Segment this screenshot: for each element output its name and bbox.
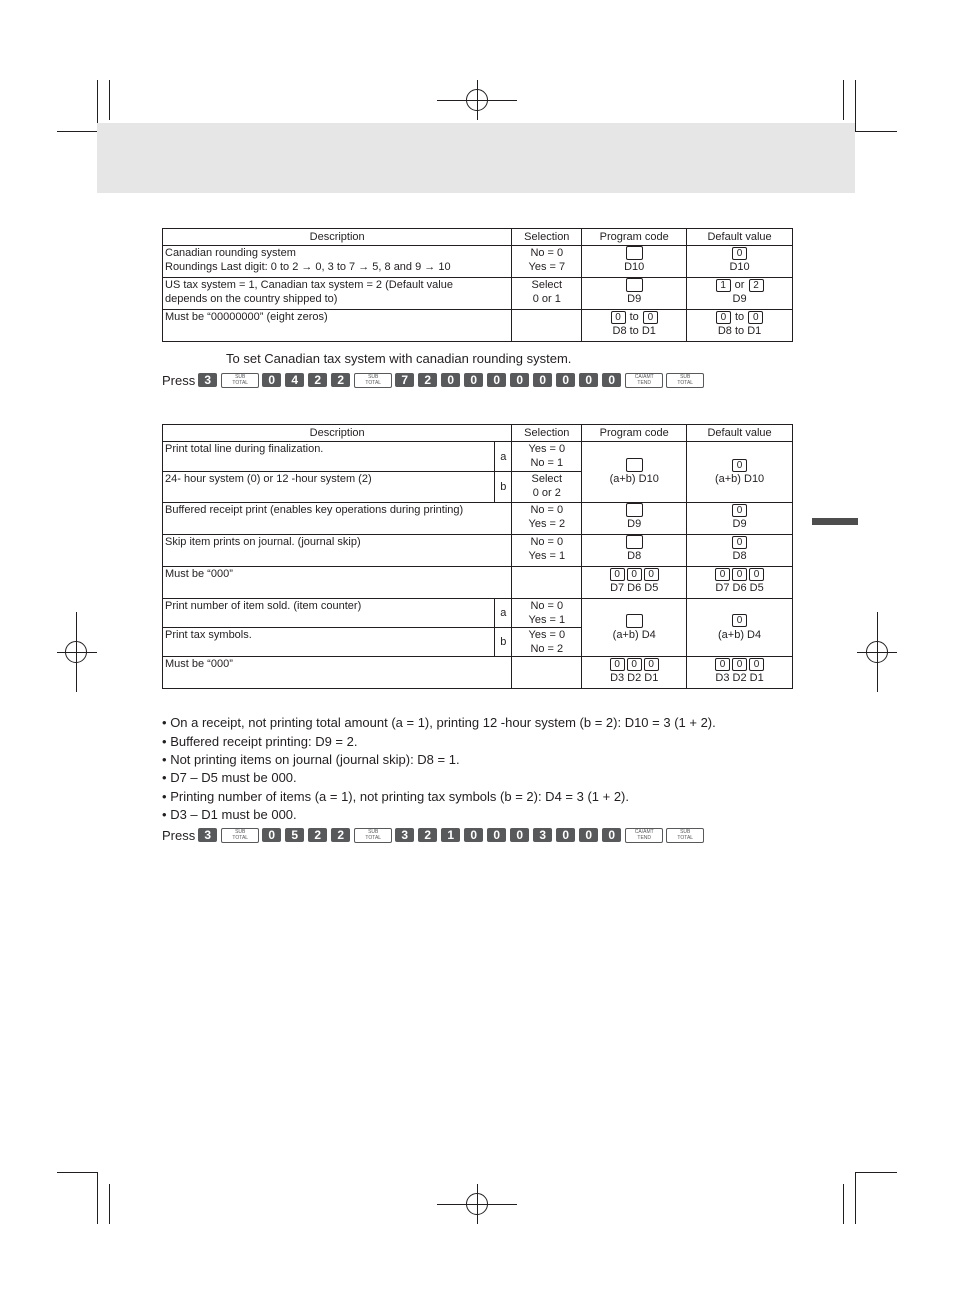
header-selection: Selection bbox=[512, 229, 582, 246]
digit-key-box: 0 bbox=[732, 504, 747, 517]
digit-key-box: 0 bbox=[610, 568, 625, 581]
table-row bbox=[163, 442, 793, 472]
digit-key-box: 2 bbox=[749, 279, 764, 292]
example-1-text: To set Canadian tax system with canadian rounding system. bbox=[226, 351, 572, 366]
digit-key: 3 bbox=[198, 373, 217, 387]
digit-key-box: 0 bbox=[732, 459, 747, 472]
digit-key: 2 bbox=[418, 373, 437, 387]
spec-table-2 bbox=[162, 424, 793, 689]
press-label: Press bbox=[162, 372, 196, 388]
sub-total-key: SUB TOTAL bbox=[354, 373, 392, 388]
table-row bbox=[163, 535, 793, 567]
digit-key: 0 bbox=[262, 373, 281, 387]
header-program-code: Program code bbox=[582, 229, 687, 246]
ca-amt-tend-key: CA/AMT TEND bbox=[625, 828, 663, 843]
key-sequence-2 bbox=[162, 826, 707, 844]
header-description: Description bbox=[163, 425, 512, 442]
digit-key: 0 bbox=[487, 828, 506, 842]
row-description: Print tax symbols. bbox=[163, 628, 495, 657]
digit-key-box: 0 bbox=[715, 568, 730, 581]
digit-key-box: 0 bbox=[644, 568, 659, 581]
digit-key-box: 0 bbox=[748, 311, 763, 324]
table-header-row bbox=[163, 425, 793, 442]
row-part-label: b bbox=[495, 628, 512, 657]
row-program-code: 0 0 0 D3 D2 D1 bbox=[582, 657, 687, 689]
table-row bbox=[163, 567, 793, 599]
digit-key-box: 0 bbox=[716, 311, 731, 324]
row-selection: No = 0 Yes = 1 bbox=[512, 535, 582, 567]
row-description: Canadian rounding system Roundings Last digit: 0 to 2 → 0, 3 to 7 → 5, 8 and 9 → 10 bbox=[163, 246, 512, 278]
sub-total-key: SUB TOTAL bbox=[666, 828, 704, 843]
sub-total-key: SUB TOTAL bbox=[221, 373, 259, 388]
header-default-value: Default value bbox=[687, 425, 793, 442]
table-row bbox=[163, 657, 793, 689]
digit-key-box: 0 bbox=[732, 614, 747, 627]
key-sequence-1 bbox=[162, 371, 707, 389]
sub-total-key: SUB TOTAL bbox=[354, 828, 392, 843]
row-default-value: 0 0 0 D3 D2 D1 bbox=[687, 657, 793, 689]
row-default-value: 0 (a+b) D10 bbox=[687, 442, 793, 503]
digit-key: 0 bbox=[464, 828, 483, 842]
row-description: US tax system = 1, Canadian tax system = 2 (Default value depends on the country shipped to) bbox=[163, 278, 512, 310]
digit-key-box: 0 bbox=[627, 568, 642, 581]
blank-key-box bbox=[626, 278, 643, 292]
digit-key-box: 0 bbox=[643, 311, 658, 324]
digit-key: 5 bbox=[285, 828, 304, 842]
digit-key: 0 bbox=[510, 828, 529, 842]
digit-key: 0 bbox=[556, 373, 575, 387]
row-program-code: (a+b) D10 bbox=[582, 442, 687, 503]
row-selection: No = 0 Yes = 7 bbox=[512, 246, 582, 278]
digit-key: 2 bbox=[308, 373, 327, 387]
note-item: • D3 – D1 must be 000. bbox=[162, 807, 297, 822]
digit-key: 0 bbox=[533, 373, 552, 387]
digit-key-box: 1 bbox=[716, 279, 731, 292]
digit-key: 2 bbox=[331, 828, 350, 842]
row-program-code: D9 bbox=[582, 278, 687, 310]
digit-key: 3 bbox=[395, 828, 414, 842]
row-selection: Select 0 or 1 bbox=[512, 278, 582, 310]
note-item: • D7 – D5 must be 000. bbox=[162, 770, 297, 785]
note-item: • Printing number of items (a = 1), not printing tax symbols (b = 2): D4 = 3 (1 + 2). bbox=[162, 789, 630, 804]
digit-key: 0 bbox=[487, 373, 506, 387]
digit-key-box: 0 bbox=[732, 658, 747, 671]
row-program-code: 0 0 0 D7 D6 D5 bbox=[582, 567, 687, 599]
row-default-value: 0 D9 bbox=[687, 503, 793, 535]
digit-key-box: 0 bbox=[715, 658, 730, 671]
row-description: Print total line during finalization. bbox=[163, 442, 495, 472]
digit-key: 0 bbox=[510, 373, 529, 387]
row-default-value: 0 D10 bbox=[687, 246, 793, 278]
digit-key-box: 0 bbox=[611, 311, 626, 324]
row-description: Must be “000” bbox=[163, 657, 512, 689]
row-selection: Yes = 0 No = 2 bbox=[512, 628, 582, 657]
row-default-value: 1 or 2 D9 bbox=[687, 278, 793, 310]
digit-key: 1 bbox=[441, 828, 460, 842]
digit-key-box: 0 bbox=[732, 568, 747, 581]
digit-key: 0 bbox=[579, 373, 598, 387]
row-default-value: 0 0 0 D7 D6 D5 bbox=[687, 567, 793, 599]
digit-key-box: 0 bbox=[749, 568, 764, 581]
sub-total-key: SUB TOTAL bbox=[666, 373, 704, 388]
row-program-code: (a+b) D4 bbox=[582, 599, 687, 657]
table-row bbox=[163, 310, 793, 342]
table-row bbox=[163, 246, 793, 278]
row-default-value: 0 to 0 D8 to D1 bbox=[687, 310, 793, 342]
digit-key: 4 bbox=[285, 373, 304, 387]
header-selection: Selection bbox=[512, 425, 582, 442]
row-description: Skip item prints on journal. (journal skip) bbox=[163, 535, 512, 567]
digit-key: 2 bbox=[308, 828, 327, 842]
table-row bbox=[163, 503, 793, 535]
blank-key-box bbox=[626, 535, 643, 549]
digit-key-box: 0 bbox=[627, 658, 642, 671]
table-row bbox=[163, 278, 793, 310]
note-item: • Not printing items on journal (journal skip): D8 = 1. bbox=[162, 752, 460, 767]
digit-key: 0 bbox=[464, 373, 483, 387]
row-description: 24- hour system (0) or 12 -hour system (2) bbox=[163, 472, 495, 503]
digit-key-box: 0 bbox=[732, 247, 747, 260]
row-program-code: D8 bbox=[582, 535, 687, 567]
row-selection bbox=[512, 567, 582, 599]
blank-key-box bbox=[626, 246, 643, 260]
row-selection bbox=[512, 310, 582, 342]
blank-key-box bbox=[626, 458, 643, 472]
digit-key: 2 bbox=[331, 373, 350, 387]
row-program-code: D9 bbox=[582, 503, 687, 535]
row-default-value: 0 D8 bbox=[687, 535, 793, 567]
digit-key: 7 bbox=[395, 373, 414, 387]
digit-key-box: 0 bbox=[749, 658, 764, 671]
digit-key: 0 bbox=[556, 828, 575, 842]
blank-key-box bbox=[626, 614, 643, 628]
row-selection: Yes = 0 No = 1 bbox=[512, 442, 582, 472]
row-selection bbox=[512, 657, 582, 689]
digit-key: 0 bbox=[262, 828, 281, 842]
digit-key: 0 bbox=[602, 828, 621, 842]
sub-total-key: SUB TOTAL bbox=[221, 828, 259, 843]
row-program-code: D10 bbox=[582, 246, 687, 278]
digit-key: 2 bbox=[418, 828, 437, 842]
note-item: • On a receipt, not printing total amount (a = 1), printing 12 -hour system (b = 2): D10 = 3 (1 + 2). bbox=[162, 715, 716, 730]
section-tab bbox=[812, 518, 858, 525]
digit-key: 0 bbox=[579, 828, 598, 842]
row-description: Must be “00000000” (eight zeros) bbox=[163, 310, 512, 342]
table-row bbox=[163, 599, 793, 628]
header-default-value: Default value bbox=[687, 229, 793, 246]
row-selection: No = 0 Yes = 1 bbox=[512, 599, 582, 628]
row-program-code: 0 to 0 D8 to D1 bbox=[582, 310, 687, 342]
digit-key: 3 bbox=[198, 828, 217, 842]
press-label: Press bbox=[162, 827, 196, 843]
row-part-label: a bbox=[495, 442, 512, 472]
row-description: Print number of item sold. (item counter) bbox=[163, 599, 495, 628]
row-part-label: a bbox=[495, 599, 512, 628]
row-default-value: 0 (a+b) D4 bbox=[687, 599, 793, 657]
row-selection: Select 0 or 2 bbox=[512, 472, 582, 503]
note-item: • Buffered receipt printing: D9 = 2. bbox=[162, 734, 358, 749]
row-selection: No = 0 Yes = 2 bbox=[512, 503, 582, 535]
digit-key-box: 0 bbox=[644, 658, 659, 671]
row-description: Buffered receipt print (enables key operations during printing) bbox=[163, 503, 512, 535]
header-description: Description bbox=[163, 229, 512, 246]
spec-table-1 bbox=[162, 228, 793, 342]
blank-key-box bbox=[626, 503, 643, 517]
digit-key-box: 0 bbox=[732, 536, 747, 549]
digit-key: 0 bbox=[602, 373, 621, 387]
ca-amt-tend-key: CA/AMT TEND bbox=[625, 373, 663, 388]
table-header-row bbox=[163, 229, 793, 246]
digit-key-box: 0 bbox=[610, 658, 625, 671]
header-program-code: Program code bbox=[582, 425, 687, 442]
digit-key: 3 bbox=[533, 828, 552, 842]
header-banner bbox=[97, 123, 855, 193]
row-description: Must be “000” bbox=[163, 567, 512, 599]
digit-key: 0 bbox=[441, 373, 460, 387]
row-part-label: b bbox=[495, 472, 512, 503]
